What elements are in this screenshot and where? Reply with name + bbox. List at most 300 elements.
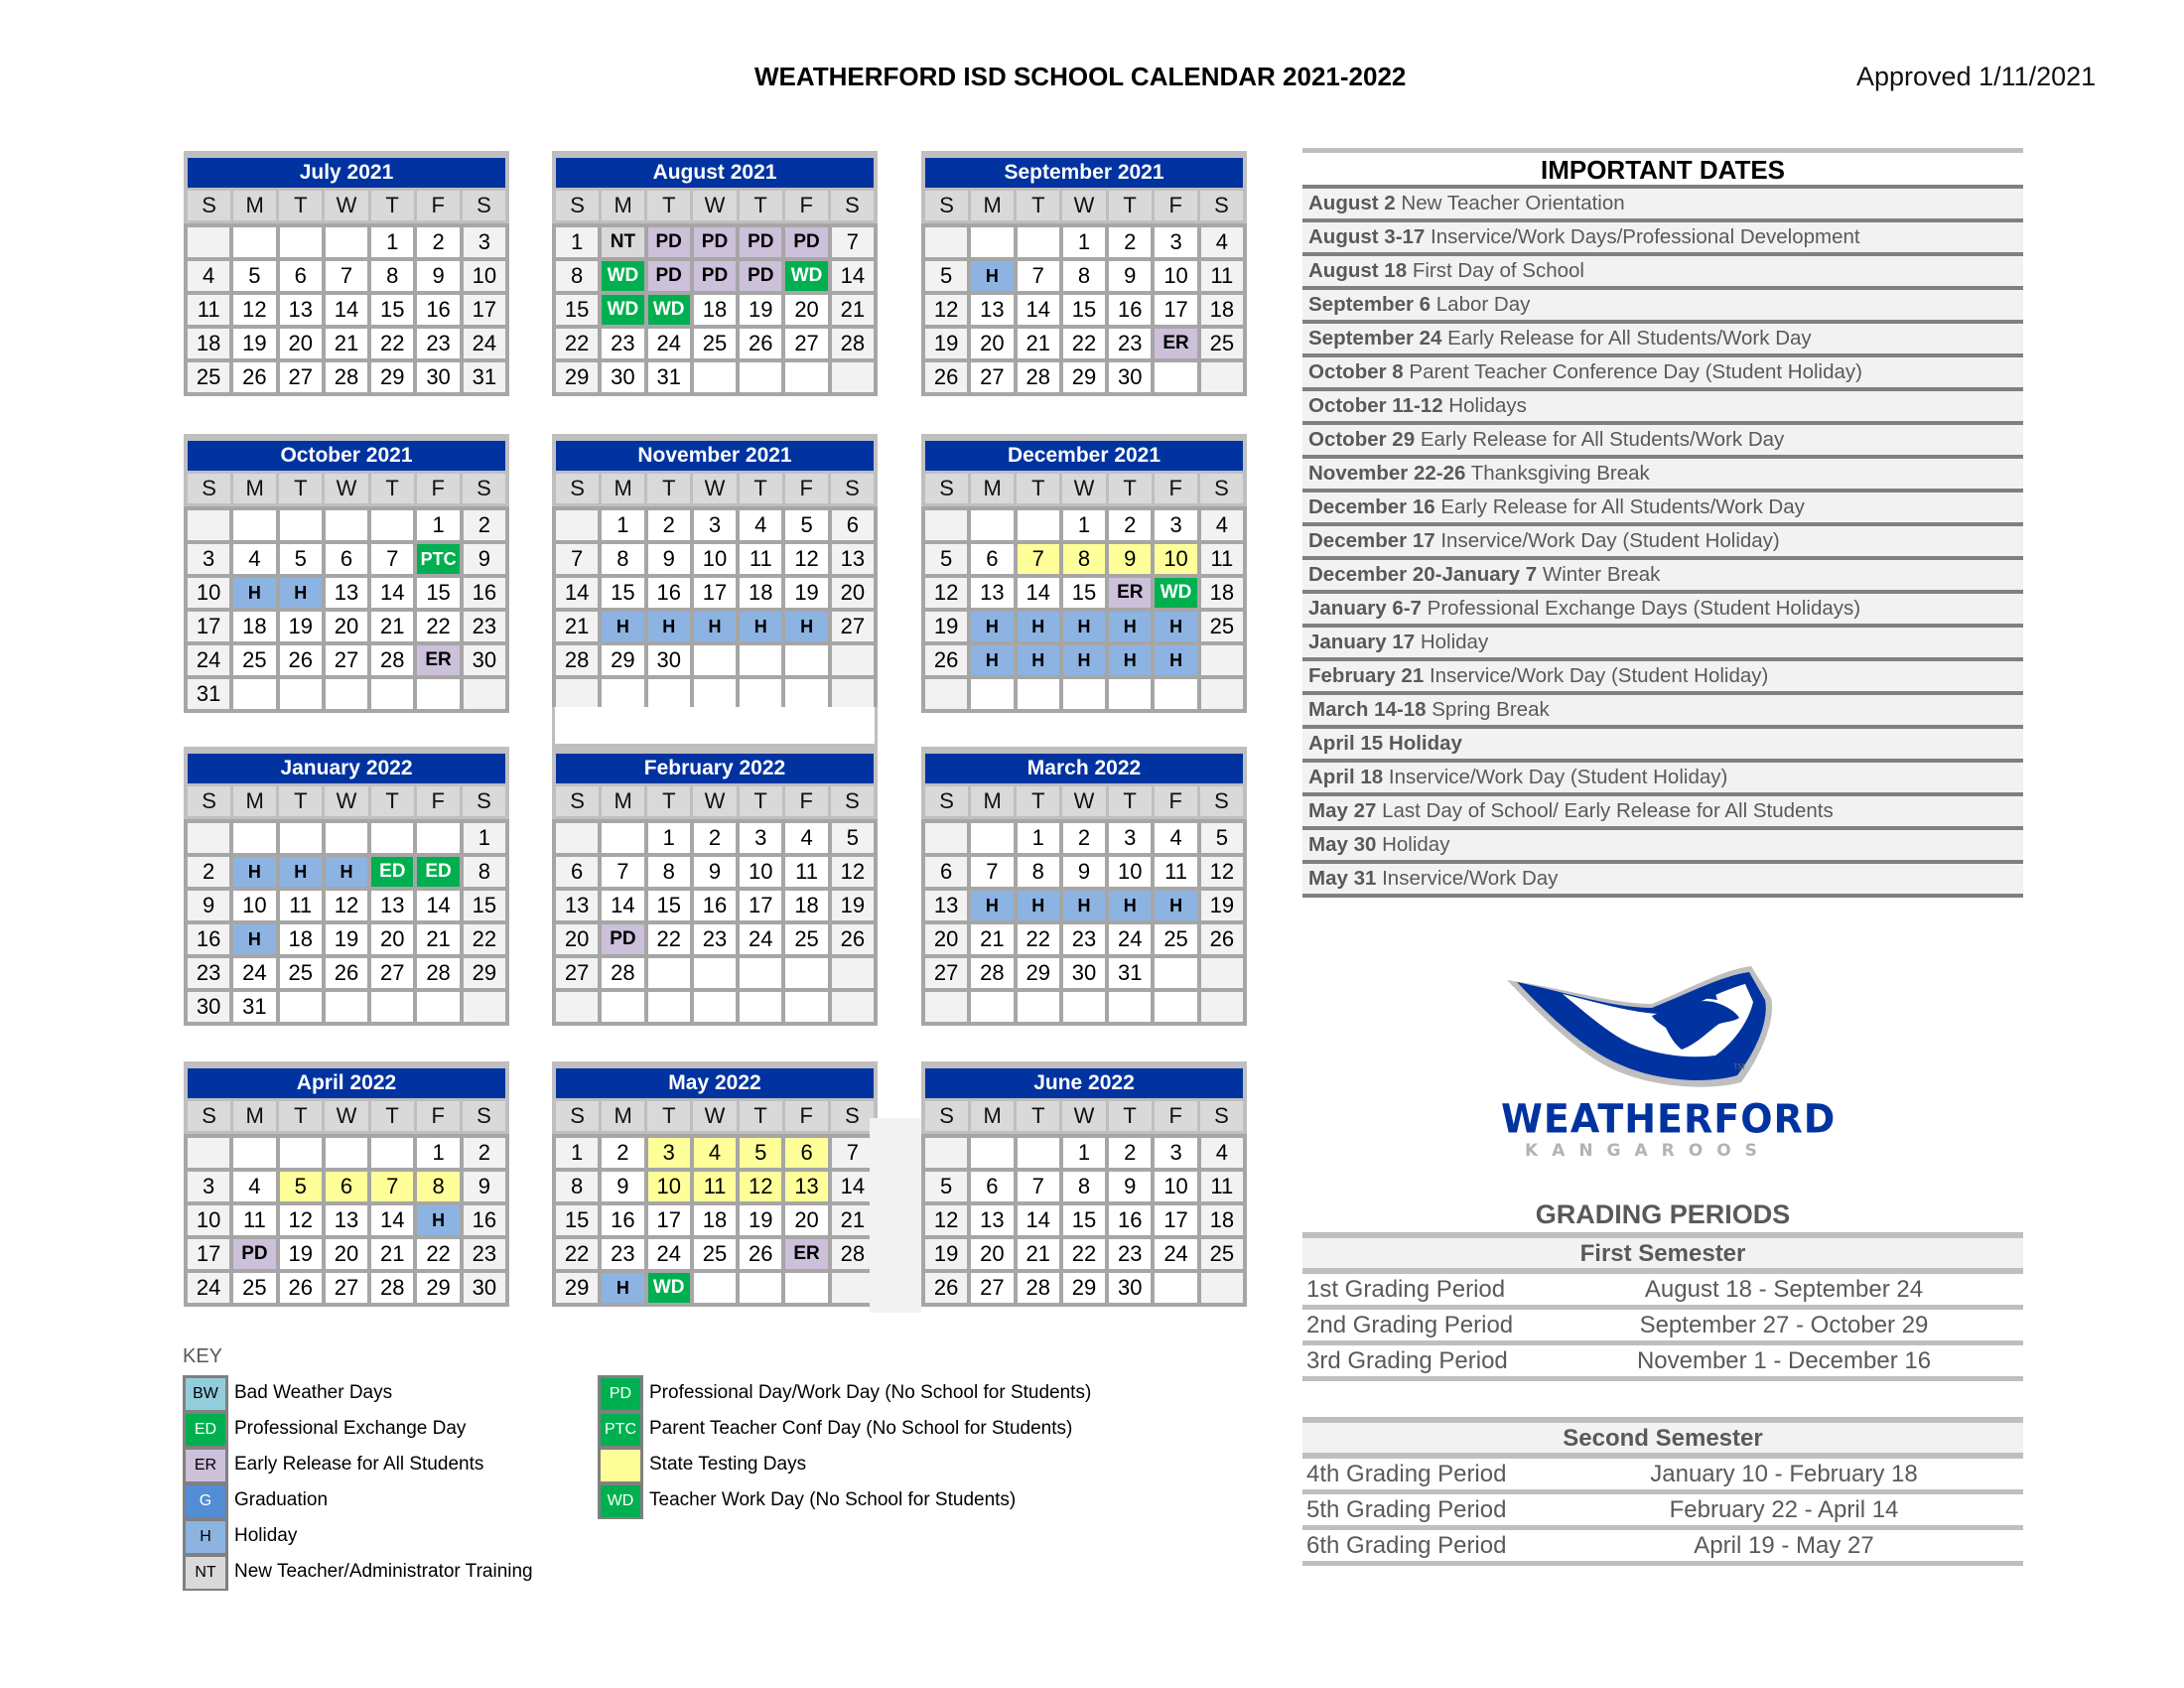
weekday-label: T — [740, 191, 782, 220]
day-cell: PD — [785, 227, 827, 257]
day-cell: 5 — [280, 1172, 322, 1201]
day-cell: 3 — [464, 227, 505, 257]
day-cell: 15 — [1063, 578, 1105, 608]
day-cell: 14 — [832, 261, 874, 291]
day-cell: 23 — [1109, 329, 1151, 358]
important-date-item — [1302, 290, 2023, 324]
day-cell: NT — [602, 227, 643, 257]
day-cell: 5 — [785, 510, 827, 540]
day-cell: 30 — [464, 645, 505, 675]
weekday-label: T — [1109, 191, 1152, 220]
day-cell: 22 — [417, 612, 459, 641]
day-cell: 23 — [417, 329, 459, 358]
day-cell: 3 — [1155, 510, 1196, 540]
day-cell: 7 — [371, 1172, 413, 1201]
important-date-desc: Early Release for All Students/Work Day — [1420, 428, 1785, 451]
legend-label: Graduation — [234, 1489, 329, 1510]
day-cell — [1109, 679, 1151, 709]
day-cell: 28 — [371, 645, 413, 675]
day-cell: 4 — [1155, 823, 1196, 853]
day-cell: 28 — [1018, 1273, 1059, 1303]
day-cell: 23 — [1109, 1239, 1151, 1269]
weekday-label: M — [602, 1101, 644, 1131]
important-date-item — [1302, 628, 2023, 661]
weekday-label: T — [1017, 1101, 1059, 1131]
day-cell: 30 — [1063, 958, 1105, 988]
day-cell — [326, 823, 367, 853]
important-date-item — [1302, 324, 2023, 357]
important-date-item — [1302, 256, 2023, 290]
day-cell — [371, 510, 413, 540]
important-date-date: February 21 — [1308, 664, 1425, 687]
important-date-date: August 18 — [1308, 259, 1408, 282]
day-cell: 3 — [1109, 823, 1151, 853]
important-date-date: April 15 Holiday — [1308, 732, 1462, 755]
day-cell: ER — [1155, 329, 1196, 358]
day-cell: H — [1018, 891, 1059, 920]
month-calendar — [184, 434, 509, 713]
day-cell: 29 — [602, 645, 643, 675]
day-cell: 31 — [188, 679, 229, 709]
day-cell: 25 — [1201, 1239, 1243, 1269]
day-cell — [971, 227, 1013, 257]
day-cell: 1 — [371, 227, 413, 257]
day-cell: WD — [1155, 578, 1196, 608]
day-cell: 16 — [602, 1205, 643, 1235]
weekday-label: T — [647, 474, 690, 503]
day-cell: 18 — [694, 1205, 736, 1235]
weekday-label: S — [188, 1101, 230, 1131]
day-cell: 10 — [1155, 261, 1196, 291]
day-cell: 1 — [417, 1138, 459, 1168]
day-cell: PD — [740, 261, 781, 291]
day-cell: 5 — [740, 1138, 781, 1168]
day-cell: H — [740, 612, 781, 641]
day-cell: 9 — [1109, 1172, 1151, 1201]
important-date-desc: Parent Teacher Conference Day (Student Holiday) — [1409, 360, 1862, 383]
day-cell: 22 — [1018, 924, 1059, 954]
day-cell: 30 — [188, 992, 229, 1022]
month-title: January 2022 — [188, 754, 505, 783]
weekday-label: T — [371, 191, 414, 220]
day-grid — [184, 1134, 509, 1307]
day-cell — [694, 645, 736, 675]
day-cell — [785, 362, 827, 392]
day-cell: 12 — [280, 1205, 322, 1235]
weekday-label: S — [463, 191, 505, 220]
day-cell — [464, 992, 505, 1022]
day-grid — [921, 1134, 1247, 1307]
weekday-label: S — [1200, 474, 1243, 503]
day-cell: 4 — [740, 510, 781, 540]
day-cell: H — [233, 924, 275, 954]
day-cell — [280, 679, 322, 709]
day-cell: 7 — [556, 544, 598, 574]
day-cell: PD — [648, 261, 690, 291]
weekday-label: S — [1200, 786, 1243, 816]
day-cell: 12 — [785, 544, 827, 574]
day-cell — [1201, 362, 1243, 392]
weekday-label: M — [971, 1101, 1014, 1131]
weekday-header — [556, 1101, 874, 1131]
grading-period-row — [1302, 1274, 2023, 1310]
day-cell: 12 — [233, 295, 275, 325]
weekday-label: S — [556, 1101, 599, 1131]
day-cell: H — [326, 857, 367, 887]
legend-swatch: ED — [183, 1411, 228, 1448]
day-cell: 22 — [1063, 1239, 1105, 1269]
day-cell — [1063, 679, 1105, 709]
day-cell: 21 — [832, 295, 874, 325]
day-cell: 29 — [1018, 958, 1059, 988]
day-cell: ER — [1109, 578, 1151, 608]
day-cell: H — [1109, 645, 1151, 675]
day-cell: 8 — [556, 1172, 598, 1201]
day-cell — [371, 823, 413, 853]
day-cell: 18 — [740, 578, 781, 608]
weekday-label: S — [463, 474, 505, 503]
legend-label: Early Release for All Students — [234, 1454, 484, 1475]
day-cell: 28 — [832, 1239, 874, 1269]
day-cell: 17 — [1155, 295, 1196, 325]
day-cell: 13 — [785, 1172, 827, 1201]
day-cell: 12 — [925, 1205, 967, 1235]
important-date-item — [1302, 763, 2023, 796]
day-cell: 27 — [371, 958, 413, 988]
day-cell: 20 — [785, 1205, 827, 1235]
day-cell: 26 — [925, 645, 967, 675]
day-cell: H — [971, 645, 1013, 675]
day-cell: 8 — [464, 857, 505, 887]
month-title: August 2021 — [556, 158, 874, 188]
weekday-label: T — [1017, 191, 1059, 220]
weekday-label: S — [188, 786, 230, 816]
day-cell: 28 — [1018, 362, 1059, 392]
day-cell: 8 — [1063, 1172, 1105, 1201]
day-cell: H — [1109, 612, 1151, 641]
important-date-desc: Thanksgiving Break — [1470, 462, 1650, 485]
weekday-header — [188, 786, 505, 816]
day-cell: 13 — [832, 544, 874, 574]
day-cell: 4 — [233, 1172, 275, 1201]
day-cell — [233, 227, 275, 257]
day-cell: 20 — [280, 329, 322, 358]
weekday-header — [556, 786, 874, 816]
important-date-desc: Early Release for All Students/Work Day — [1447, 327, 1812, 350]
day-cell: 7 — [1018, 544, 1059, 574]
month-calendar — [184, 151, 509, 396]
weekday-label: T — [1017, 786, 1059, 816]
legend-label: New Teacher/Administrator Training — [234, 1561, 533, 1582]
day-cell: 1 — [417, 510, 459, 540]
day-cell: 8 — [556, 261, 598, 291]
weekday-label: F — [417, 474, 460, 503]
day-cell — [1155, 362, 1196, 392]
day-cell: ER — [417, 645, 459, 675]
day-cell: 24 — [233, 958, 275, 988]
important-date-desc: Labor Day — [1435, 293, 1531, 316]
important-date-desc: Early Release for All Students/Work Day — [1440, 495, 1805, 518]
weekday-label: W — [325, 786, 367, 816]
day-cell: 29 — [371, 362, 413, 392]
day-cell: 2 — [602, 1138, 643, 1168]
month-title: September 2021 — [925, 158, 1243, 188]
legend-title: KEY — [183, 1345, 223, 1367]
day-cell: H — [1109, 891, 1151, 920]
weekday-label: M — [971, 786, 1014, 816]
day-cell: 27 — [326, 1273, 367, 1303]
weekday-label: T — [647, 786, 690, 816]
day-cell: 23 — [464, 612, 505, 641]
weekday-label: F — [417, 786, 460, 816]
weekday-label: W — [325, 474, 367, 503]
day-grid — [552, 1134, 878, 1307]
month-title: May 2022 — [556, 1068, 874, 1098]
day-cell — [740, 645, 781, 675]
day-cell — [602, 823, 643, 853]
day-cell: 21 — [326, 329, 367, 358]
day-cell: 7 — [971, 857, 1013, 887]
day-cell: 10 — [694, 544, 736, 574]
day-cell: 29 — [556, 1273, 598, 1303]
weekday-label: W — [1062, 474, 1105, 503]
important-date-desc: Inservice/Work Days/Professional Development — [1431, 225, 1860, 248]
day-cell: 9 — [1063, 857, 1105, 887]
day-cell — [925, 679, 967, 709]
day-cell — [556, 510, 598, 540]
important-date-date: May 27 — [1308, 799, 1377, 822]
day-cell: 16 — [417, 295, 459, 325]
day-cell: 1 — [1063, 227, 1105, 257]
weekday-label: M — [233, 786, 276, 816]
day-cell: H — [1018, 612, 1059, 641]
weekday-header — [925, 1101, 1243, 1131]
day-cell: 16 — [1109, 1205, 1151, 1235]
day-cell — [1201, 645, 1243, 675]
day-cell: 30 — [417, 362, 459, 392]
month-title: October 2021 — [188, 441, 505, 471]
weekday-header — [188, 191, 505, 220]
day-cell: 28 — [371, 1273, 413, 1303]
day-cell: H — [971, 891, 1013, 920]
weekday-label: W — [1062, 1101, 1105, 1131]
important-date-date: August 2 — [1308, 192, 1396, 214]
important-date-date: April 18 — [1308, 766, 1384, 788]
day-cell: 11 — [280, 891, 322, 920]
month-title: March 2022 — [925, 754, 1243, 783]
month-title: November 2021 — [556, 441, 874, 471]
weekday-label: M — [233, 191, 276, 220]
day-cell: 29 — [464, 958, 505, 988]
day-cell: 14 — [1018, 578, 1059, 608]
day-cell — [188, 1138, 229, 1168]
day-cell: H — [785, 612, 827, 641]
day-cell — [648, 992, 690, 1022]
important-date-date: September 24 — [1308, 327, 1442, 350]
day-cell: 27 — [832, 612, 874, 641]
day-cell: 10 — [1109, 857, 1151, 887]
day-cell: 21 — [832, 1205, 874, 1235]
day-cell: H — [1155, 612, 1196, 641]
day-cell — [740, 679, 781, 709]
day-cell: 2 — [464, 1138, 505, 1168]
day-cell: 1 — [602, 510, 643, 540]
day-cell: 5 — [233, 261, 275, 291]
legend-swatch: BW — [183, 1375, 228, 1412]
day-cell: H — [971, 261, 1013, 291]
weekday-label: W — [325, 191, 367, 220]
day-cell — [417, 992, 459, 1022]
grading-period-range: April 19 - May 27 — [1694, 1532, 1874, 1559]
day-cell — [925, 992, 967, 1022]
grading-period-range: February 22 - April 14 — [1669, 1496, 1899, 1523]
day-cell: H — [648, 612, 690, 641]
day-cell — [1155, 1273, 1196, 1303]
filler-box — [552, 707, 878, 747]
day-cell: 10 — [188, 1205, 229, 1235]
day-cell: 26 — [280, 1273, 322, 1303]
month-calendar — [921, 1061, 1247, 1307]
day-cell: 6 — [556, 857, 598, 887]
important-date-item — [1302, 830, 2023, 864]
day-cell: 10 — [648, 1172, 690, 1201]
weekday-label: S — [1200, 191, 1243, 220]
important-date-item — [1302, 189, 2023, 222]
day-cell: 7 — [326, 261, 367, 291]
day-grid — [921, 223, 1247, 396]
weekday-label: F — [785, 786, 828, 816]
day-cell: 16 — [464, 578, 505, 608]
day-cell: 6 — [326, 1172, 367, 1201]
day-cell: 30 — [648, 645, 690, 675]
important-date-desc: Last Day of School/ Early Release for All Students — [1382, 799, 1834, 822]
day-cell: H — [417, 1205, 459, 1235]
day-cell: 30 — [602, 362, 643, 392]
weekday-label: W — [1062, 191, 1105, 220]
day-cell: 5 — [1201, 823, 1243, 853]
day-cell: 29 — [556, 362, 598, 392]
day-cell: 19 — [925, 612, 967, 641]
day-cell: 15 — [417, 578, 459, 608]
legend-item — [598, 1375, 1091, 1411]
day-cell: 10 — [740, 857, 781, 887]
day-cell: 12 — [740, 1172, 781, 1201]
day-cell: H — [971, 612, 1013, 641]
day-cell: 14 — [326, 295, 367, 325]
day-cell: 17 — [464, 295, 505, 325]
day-cell: 7 — [832, 1138, 874, 1168]
weekday-label: T — [740, 474, 782, 503]
day-cell: 4 — [1201, 510, 1243, 540]
day-cell: H — [1018, 645, 1059, 675]
day-cell: 15 — [556, 295, 598, 325]
day-cell: 12 — [326, 891, 367, 920]
day-cell: 15 — [371, 295, 413, 325]
day-cell: 24 — [1109, 924, 1151, 954]
grading-period-label: 1st Grading Period — [1306, 1276, 1506, 1303]
legend-swatch: NT — [183, 1554, 228, 1591]
important-date-item — [1302, 594, 2023, 628]
day-cell — [832, 1273, 874, 1303]
day-cell: 10 — [464, 261, 505, 291]
day-cell: 14 — [832, 1172, 874, 1201]
day-cell: 13 — [371, 891, 413, 920]
day-cell: 3 — [1155, 227, 1196, 257]
grading-periods-title: GRADING PERIODS — [1535, 1199, 1791, 1229]
important-date-desc: First Day of School — [1412, 259, 1584, 282]
day-cell: 9 — [694, 857, 736, 887]
day-cell: 21 — [417, 924, 459, 954]
day-cell: 21 — [556, 612, 598, 641]
day-cell: ED — [417, 857, 459, 887]
day-cell: 1 — [1018, 823, 1059, 853]
day-cell: 22 — [417, 1239, 459, 1269]
weekday-label: M — [233, 474, 276, 503]
day-cell — [925, 510, 967, 540]
day-cell: 3 — [740, 823, 781, 853]
day-cell: 24 — [648, 1239, 690, 1269]
weekday-label: S — [831, 191, 874, 220]
month-title: February 2022 — [556, 754, 874, 783]
day-cell: 31 — [233, 992, 275, 1022]
day-cell — [233, 823, 275, 853]
day-cell — [1109, 992, 1151, 1022]
weekday-label: F — [1155, 786, 1197, 816]
day-cell — [832, 992, 874, 1022]
day-cell — [233, 510, 275, 540]
day-cell — [694, 679, 736, 709]
day-cell: 27 — [280, 362, 322, 392]
day-cell: H — [280, 578, 322, 608]
day-cell: 25 — [1201, 329, 1243, 358]
day-cell: 4 — [188, 261, 229, 291]
day-cell: 22 — [371, 329, 413, 358]
day-cell: 15 — [648, 891, 690, 920]
day-cell — [694, 958, 736, 988]
day-cell: 13 — [326, 1205, 367, 1235]
day-cell: H — [694, 612, 736, 641]
day-cell — [832, 645, 874, 675]
school-logo — [1489, 958, 1837, 1167]
day-cell: 27 — [925, 958, 967, 988]
grading-period-row — [1302, 1494, 2023, 1530]
day-cell: 24 — [188, 1273, 229, 1303]
weekday-label: T — [279, 474, 322, 503]
day-cell: 20 — [326, 612, 367, 641]
day-cell: 29 — [1063, 1273, 1105, 1303]
important-date-item — [1302, 526, 2023, 560]
day-cell: 16 — [694, 891, 736, 920]
semester-title: First Semester — [1302, 1232, 2023, 1274]
day-cell: 21 — [1018, 329, 1059, 358]
legend-swatch: H — [183, 1518, 228, 1555]
day-cell: 10 — [188, 578, 229, 608]
important-date-date: November 22-26 — [1308, 462, 1466, 485]
day-cell — [785, 645, 827, 675]
day-cell: 25 — [1201, 612, 1243, 641]
day-cell — [1201, 992, 1243, 1022]
day-cell: 9 — [464, 1172, 505, 1201]
day-cell: 2 — [1063, 823, 1105, 853]
day-cell: 15 — [464, 891, 505, 920]
month-title: July 2021 — [188, 158, 505, 188]
day-cell: 9 — [188, 891, 229, 920]
grading-period-label: 4th Grading Period — [1306, 1461, 1507, 1487]
day-grid — [921, 819, 1247, 1026]
important-date-item — [1302, 864, 2023, 898]
weekday-label: M — [971, 191, 1014, 220]
important-date-item — [1302, 222, 2023, 256]
